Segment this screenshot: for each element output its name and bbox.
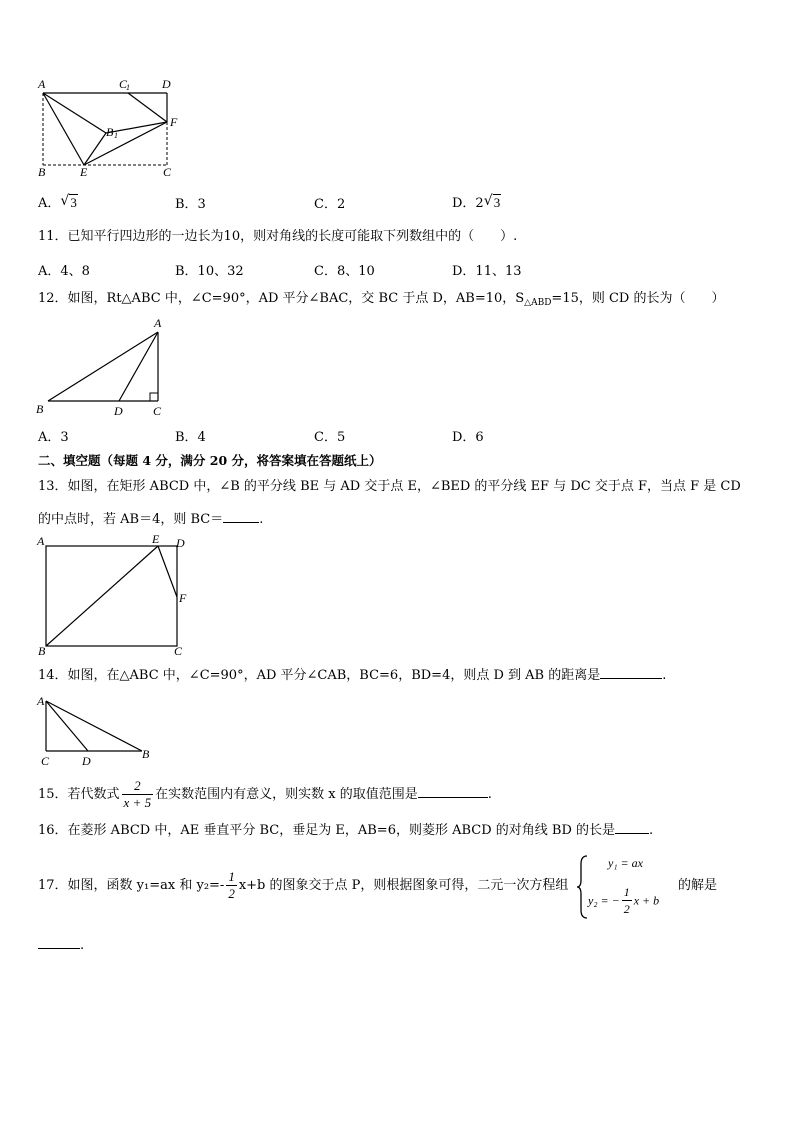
label-A: A (38, 77, 46, 91)
fraction: $\frac{1}{2}$ (228, 869, 235, 901)
label-A: A (37, 534, 45, 548)
q17-after: 的解是 (678, 878, 718, 893)
answer-blank (418, 785, 488, 798)
label-A: A (37, 694, 45, 708)
label-D: D (162, 77, 171, 91)
label-A: A (154, 316, 162, 330)
q10-option-d: D．2 √ 3 (452, 193, 501, 211)
answer-blank (615, 821, 649, 834)
q16-text: 16．在菱形 ABCD 中，AE 垂直平分 BC，垂足为 E，AB=6，则菱形 ABCD 的对角线 BD 的长是 . (38, 823, 654, 838)
q13-figure (30, 530, 200, 660)
label-D: D (82, 754, 91, 768)
q14-figure (30, 693, 160, 773)
label-C: C (153, 404, 162, 418)
label-B1-sub: 1 (114, 131, 118, 140)
label-B: B (36, 402, 44, 416)
answer-blank (38, 936, 80, 949)
label-C: C (163, 165, 172, 179)
q14-text: 14．如图，在△ABC 中，∠C=90°，AD 平分∠CAB，BC=6，BD=4，则点 D 到 AB 的距离是 . (38, 668, 667, 683)
q12-option-d: D．6 (452, 430, 484, 445)
label-C1: C (119, 77, 128, 91)
system-line-2: y₂ = − $\frac{1}{2}$ x + b (588, 885, 660, 916)
label-C: C (174, 644, 183, 658)
section-title: 二、填空题（每题 4 分，满分 20 分，将答案填在答题纸上） (38, 453, 382, 468)
label-C: C (41, 754, 50, 768)
q11-option-b: B．10、32 (175, 264, 244, 279)
q13-line1: 13．如图，在矩形 ABCD 中，∠B 的平分线 BE 与 AD 交于点 E，∠BED 的平分线 EF 与 DC 交于点 F，当点 F 是 CD (38, 479, 741, 494)
fraction: $\frac{2}{x + 5}$ (123, 778, 152, 810)
q10-option-b: B．3 (175, 197, 206, 212)
sqrt-symbol: √ 3 (483, 193, 501, 210)
q12-option-b: B．4 (175, 430, 206, 445)
label-B1: B (106, 125, 114, 139)
q12-option-a: A．3 (38, 430, 69, 445)
q10-option-c: C．2 (314, 197, 346, 212)
label-C1-sub: 1 (126, 83, 130, 92)
q10-figure (30, 72, 190, 182)
q12-figure (30, 316, 180, 420)
label-E: E (152, 532, 160, 546)
q11-text: 11．已知平行四边形的一边长为10，则对角线的长度可能取下列数组中的（ ）. (38, 229, 518, 244)
q11-option-a: A．4、8 (38, 264, 90, 279)
answer-blank (223, 510, 259, 523)
label-B: B (142, 747, 150, 761)
label-B: B (38, 165, 46, 179)
label-F: F (179, 591, 187, 605)
answer-blank (600, 666, 662, 679)
q13-line2: 的中点时，若 AB＝4，则 BC＝ . (38, 512, 264, 527)
q10-option-a: A． √ 3 (38, 193, 77, 211)
q11-option-c: C．8、10 (314, 264, 375, 279)
label-D: D (176, 536, 185, 550)
label-E: E (80, 165, 88, 179)
label-F: F (170, 115, 178, 129)
q11-option-d: D．11、13 (452, 264, 522, 279)
q12-text: 12．如图，Rt△ABC 中，∠C=90°，AD 平分∠BAC，交 BC 于点 D，AB=10，$S_{\triangle ABD}=15$，则 CD 的长为（ ） (38, 291, 725, 308)
sqrt-symbol: √ 3 (60, 193, 77, 210)
q12-option-c: C．5 (314, 430, 346, 445)
q15-text: 15．若代数式 $\frac{2}{x + 5}$ 在实数范围内有意义，则实数 x 的取值范围是 . (38, 778, 492, 810)
q17-answer-line: . (38, 936, 84, 955)
system-line-1: y₁ = ax (608, 856, 643, 870)
label-B: B (38, 644, 46, 658)
q17-text: 17．如图，函数 y₁=ax 和 y₂=- $\frac{1}{2}$ x+b 的图象交于点 P，则根据图象可得，二元一次方程组 (38, 869, 569, 901)
label-D: D (114, 404, 123, 418)
